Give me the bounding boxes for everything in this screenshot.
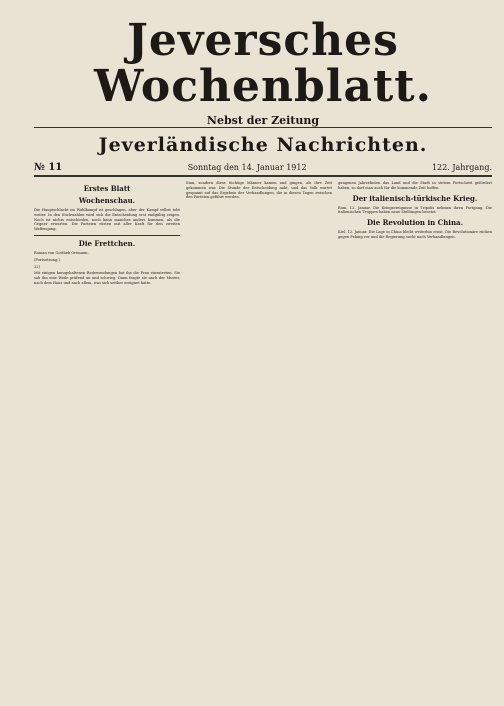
top-rule [34,127,492,128]
section-head-weekly: Wochenschau. [78,196,136,205]
section-head-first: Erstes Blatt [83,184,131,193]
subtitle-row [34,114,492,127]
war-text: Rom, 12. Januar. Die Kriegsereignisse in Tripolis nehmen ihren Fortgang. Die italienischen Truppen haben neue Stellungen besetzt. [338,205,492,215]
story-text: Mit einigen kurzgehaltenen Redewendungen bat ihn die Frau einzutreten. Sie sah ihn eine Weile prüfend an und schwieg. Dann fragte sie nach der Mutter, nach dem Haus und nach allem, was sich seither ereignet hatte. [34,271,180,285]
column-separator [34,235,180,236]
column-middle [186,181,332,288]
issue-date: Sonntag den 14. Januar 1912 [187,163,307,172]
column-left [34,181,180,288]
story-byline: Roman von Gottlieb Ortmann. [34,250,89,255]
article-columns [34,181,492,288]
issue-number: № 11 [34,162,63,173]
right-text-1: gangenen Jahrzehnten das Land und die Stadt in stetem Fortschritt gefördert haben, so darf man auch für die kommende Zeit hoffen. [338,181,492,190]
second-title: Jeverländische Nachrichten. [98,134,428,156]
issue-year: 122. Jahrgang. [431,163,492,172]
middle-text: Sinn, sondern diese tüchtige Männer kamen und gingen, als ihre Zeit gekommen war. Die Stunde der Entscheidung naht, und das Volk wartet gespannt auf das Ergebnis der Verhandlungen, die in diesen Tagen zwischen den Parteien geführt werden. [186,181,332,200]
story-continued: (Fortsetzung.) [34,257,60,262]
china-text: Kiel, 12. Januar. Die Lage in China bleibt weiterhin ernst. Die Revolutionäre rücken gegen Peking vor und die Regierung sucht nach Verhandlungen. [338,230,492,239]
china-head: Die Revolution in China. [366,218,464,228]
column-right [338,181,492,288]
subtitle-center: Nebst der Zeitung [206,114,320,127]
war-head: Der italienisch-türkische Krieg. [352,193,478,203]
story-chapter: 22) [34,264,40,269]
masthead-title: Jeversches Wochenblatt. [94,15,432,112]
weekly-review-text: Die Hauptschlacht im Wahlkampf ist geschlagen, aber der Kampf selbst tobt weiter. In den Stichwahlen wird sich die Entscheidung erst endgültig zeigen. Noch ist nichts entschieden, noch kann manches anders kommen, als die Gegner erwarten. Die Parteien rüsten mit aller Kraft für den zweiten Waffengang. [34,208,180,232]
issue-info-row [34,160,492,177]
story-title: Die Frettchen. [78,238,136,248]
